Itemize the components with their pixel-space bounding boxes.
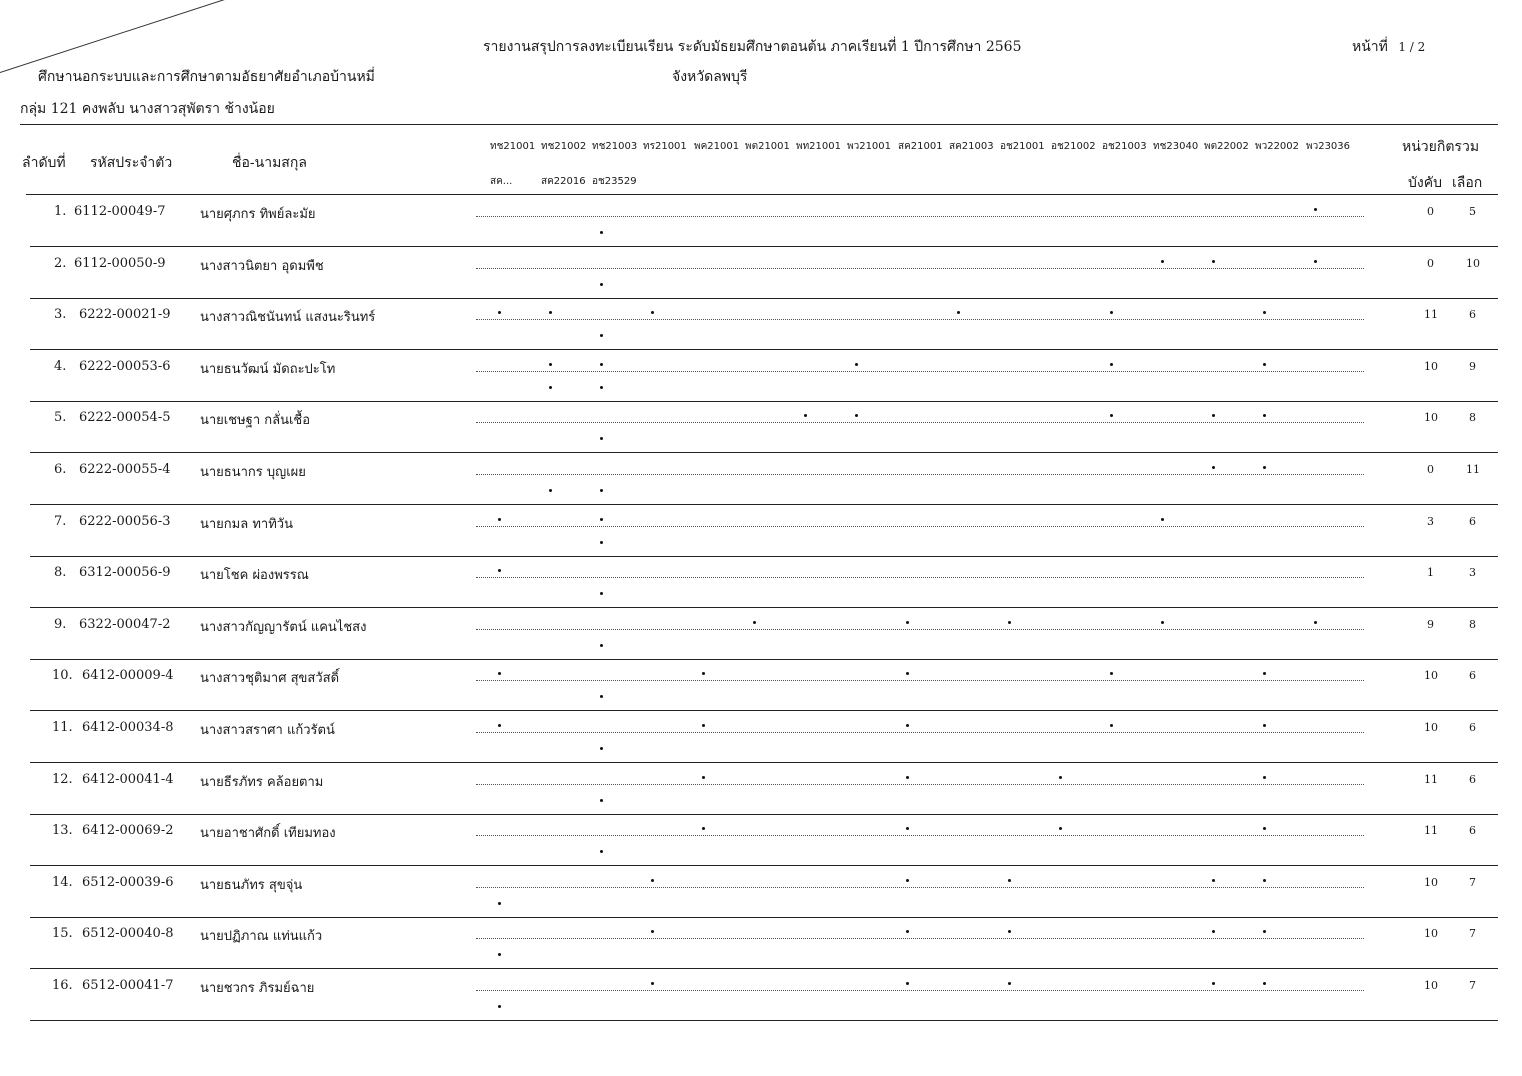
student-name: นางสาวณิชนันทน์ แสงนะรินทร์ <box>200 310 376 326</box>
row-number: 7. <box>54 513 67 529</box>
registration-mark <box>702 827 705 830</box>
registration-mark <box>906 724 909 727</box>
row-number: 2. <box>54 255 67 271</box>
student-name: นายศุภกร ทิพย์ละมัย <box>200 207 316 222</box>
credits-required: 11 <box>1424 308 1438 322</box>
registration-mark <box>702 724 705 727</box>
registration-mark <box>1263 776 1266 779</box>
registration-mark <box>600 363 603 366</box>
registration-mark <box>1314 260 1317 263</box>
row-separator <box>30 968 1498 969</box>
table-top-border <box>20 124 1498 125</box>
subject-dotted-line <box>476 990 1364 991</box>
school-name: ศึกษานอกระบบและการศึกษาตามอัธยาศัยอำเภอบ้านหมี่ <box>38 69 375 85</box>
registration-mark <box>1008 621 1011 624</box>
registration-mark <box>1314 208 1317 211</box>
subject-code: ทช21003 <box>592 141 638 152</box>
group-line: กลุ่ม 121 คงพลับ นางสาวสุพัตรา ช้างน้อย <box>20 101 275 117</box>
credits-required: 10 <box>1424 927 1438 941</box>
row-separator <box>30 710 1498 711</box>
student-id: 6412-00041-4 <box>82 771 174 787</box>
credits-required: 10 <box>1424 669 1438 683</box>
row-separator <box>30 349 1498 350</box>
registration-mark <box>702 672 705 675</box>
student-id: 6222-00021-9 <box>79 307 171 323</box>
student-name: นางสาวกัญญารัตน์ แคนไชสง <box>200 619 367 635</box>
registration-mark <box>498 672 501 675</box>
credits-elective: 10 <box>1466 256 1480 270</box>
subject-dotted-line <box>476 371 1364 372</box>
registration-mark <box>1263 414 1266 417</box>
registration-mark <box>1263 311 1266 314</box>
registration-mark <box>1110 414 1113 417</box>
subject-dotted-line <box>476 680 1364 681</box>
registration-mark <box>1314 621 1317 624</box>
row-number: 1. <box>54 204 67 219</box>
subject-code: พต22002 <box>1204 141 1249 152</box>
student-name: นายธีรภัทร คล้อยตาม <box>200 774 324 790</box>
registration-mark-secondary <box>498 1005 501 1008</box>
student-id: 6512-00040-8 <box>82 926 174 942</box>
registration-mark-secondary <box>600 850 603 853</box>
subject-code: สค21003 <box>949 141 994 152</box>
credits-elective: 6 <box>1469 308 1476 322</box>
header-bottom-border <box>26 194 1498 195</box>
subject-dotted-line <box>476 319 1364 320</box>
row-separator <box>30 1020 1498 1021</box>
credits-required: 10 <box>1424 979 1438 992</box>
subject-dotted-line <box>476 474 1364 475</box>
student-id: 6222-00056-3 <box>79 513 171 529</box>
row-separator <box>30 659 1498 660</box>
student-id: 6322-00047-2 <box>79 616 171 632</box>
subject-code: พค21001 <box>694 141 740 152</box>
row-number: 9. <box>54 616 67 632</box>
row-number: 15. <box>52 926 73 942</box>
row-number: 13. <box>52 823 73 839</box>
registration-mark <box>702 776 705 779</box>
registration-mark <box>1059 776 1062 779</box>
registration-mark <box>1161 621 1164 624</box>
credits-required: 9 <box>1427 617 1434 631</box>
credits-elective: 7 <box>1469 927 1476 941</box>
subject-code: พต21001 <box>745 141 790 152</box>
credits-required: 11 <box>1424 772 1438 786</box>
row-number: 6. <box>54 462 67 477</box>
student-id: 6112-00049-7 <box>74 204 166 219</box>
credits-required: 10 <box>1424 359 1438 373</box>
credits-elective: 11 <box>1466 463 1480 476</box>
registration-mark-secondary <box>600 747 603 750</box>
credits-required: 0 <box>1427 256 1434 270</box>
registration-mark <box>957 311 960 314</box>
subject-code: ทช21002 <box>541 141 587 152</box>
registration-mark <box>1110 311 1113 314</box>
registration-mark <box>855 363 858 366</box>
student-id: 6412-00009-4 <box>82 668 174 684</box>
subject-dotted-line <box>476 887 1364 888</box>
credits-elective: 6 <box>1469 514 1476 528</box>
registration-mark <box>804 414 807 417</box>
subject-dotted-line <box>476 422 1364 423</box>
subject-code: ทช21001 <box>490 141 536 152</box>
credits-required: 10 <box>1424 411 1438 425</box>
registration-mark-secondary <box>498 953 501 956</box>
registration-mark <box>1263 363 1266 366</box>
student-name: นายธนภัทร สุขจุ่น <box>200 877 303 893</box>
registration-mark-secondary <box>600 592 603 595</box>
registration-mark <box>855 414 858 417</box>
registration-mark <box>549 363 552 366</box>
student-id: 6222-00055-4 <box>79 462 171 477</box>
registration-mark <box>1212 930 1215 933</box>
registration-mark <box>1212 982 1215 985</box>
registration-mark-secondary <box>600 283 603 286</box>
row-number: 16. <box>52 978 73 993</box>
registration-mark-secondary <box>600 695 603 698</box>
student-name: นายเชษฐา กลั่นเชื้อ <box>200 413 311 429</box>
subject-dotted-line <box>476 732 1364 733</box>
registration-mark-secondary <box>600 644 603 647</box>
credits-elective: 6 <box>1469 669 1476 683</box>
student-id: 6222-00053-6 <box>79 358 171 374</box>
registration-mark <box>498 724 501 727</box>
page-label <box>1352 36 1425 58</box>
row-separator <box>30 865 1498 866</box>
registration-mark <box>1263 672 1266 675</box>
credits-required: 10 <box>1424 875 1438 889</box>
student-name: นางสาวสราศา แก้วรัตน์ <box>200 723 335 738</box>
student-id: 6412-00069-2 <box>82 823 174 839</box>
registration-mark <box>1212 260 1215 263</box>
row-number: 12. <box>52 771 73 787</box>
student-id: 6512-00039-6 <box>82 874 174 890</box>
credits-elective: 6 <box>1469 721 1476 734</box>
student-name: นายกมล ทาทิวัน <box>200 516 293 532</box>
row-separator <box>30 504 1498 505</box>
credits-elective: 8 <box>1469 411 1476 425</box>
registration-mark <box>906 621 909 624</box>
registration-mark <box>906 930 909 933</box>
registration-mark <box>1161 260 1164 263</box>
registration-mark <box>1263 466 1266 469</box>
student-id: 6412-00034-8 <box>82 720 174 735</box>
subject-code-secondary: สค22016 <box>541 176 586 187</box>
registration-mark <box>906 827 909 830</box>
subject-dotted-line <box>476 216 1364 217</box>
subject-code: พว21001 <box>847 141 892 152</box>
registration-mark <box>1110 363 1113 366</box>
subject-code: พว22002 <box>1255 141 1300 152</box>
credits-required: 10 <box>1424 721 1438 734</box>
registration-mark <box>1008 930 1011 933</box>
row-number: 8. <box>54 565 67 581</box>
credits-required: 0 <box>1427 463 1434 476</box>
student-id: 6312-00056-9 <box>79 565 171 581</box>
subject-dotted-line <box>476 577 1364 578</box>
row-separator <box>30 246 1498 247</box>
registration-mark <box>651 311 654 314</box>
credits-required: 11 <box>1424 824 1438 838</box>
row-separator <box>30 762 1498 763</box>
credits-elective: 3 <box>1469 566 1476 580</box>
registration-mark <box>1263 724 1266 727</box>
subject-dotted-line <box>476 784 1364 785</box>
subject-code-secondary: อช23529 <box>592 176 637 187</box>
row-separator <box>30 917 1498 918</box>
registration-mark-secondary <box>498 902 501 905</box>
student-id: 6222-00054-5 <box>79 410 171 426</box>
credits-elective: 6 <box>1469 824 1476 838</box>
student-name: นายธนวัฒน์ มัดถะปะโท <box>200 361 336 377</box>
registration-mark <box>906 879 909 882</box>
registration-mark-secondary <box>600 334 603 337</box>
row-separator <box>30 814 1498 815</box>
registration-mark <box>1059 827 1062 830</box>
registration-mark <box>1212 879 1215 882</box>
header-elective: เลือก <box>1452 175 1483 191</box>
page-label-text: หน้าที่ <box>1352 39 1388 55</box>
registration-mark <box>1008 982 1011 985</box>
scan-artifact-line <box>0 0 228 73</box>
row-separator <box>30 401 1498 402</box>
header-student-id: รหัสประจำตัว <box>90 155 173 171</box>
registration-mark <box>498 311 501 314</box>
student-name: นายชวกร ภิรมย์ฉาย <box>200 981 315 996</box>
subject-code: อช21001 <box>1000 141 1045 152</box>
credits-elective: 5 <box>1469 205 1476 218</box>
subject-dotted-line <box>476 835 1364 836</box>
registration-mark <box>1263 930 1266 933</box>
registration-mark-secondary <box>600 489 603 492</box>
subject-code: พท21001 <box>796 141 841 152</box>
credits-required: 0 <box>1427 205 1434 218</box>
registration-mark <box>1212 414 1215 417</box>
credits-required: 3 <box>1427 514 1434 528</box>
registration-mark-secondary <box>600 437 603 440</box>
registration-mark <box>1110 672 1113 675</box>
registration-mark-secondary <box>600 231 603 234</box>
row-separator <box>30 298 1498 299</box>
registration-mark-secondary <box>549 489 552 492</box>
registration-mark <box>1263 982 1266 985</box>
row-number: 4. <box>54 358 67 374</box>
registration-mark <box>1008 879 1011 882</box>
student-name: นายปฏิภาณ แท่นแก้ว <box>200 929 323 945</box>
row-number: 14. <box>52 874 73 890</box>
registration-mark <box>1110 724 1113 727</box>
registration-mark <box>906 776 909 779</box>
registration-mark <box>498 518 501 521</box>
registration-mark <box>600 518 603 521</box>
row-number: 11. <box>52 720 73 735</box>
student-name: นายโชค ผ่องพรรณ <box>200 568 309 584</box>
registration-mark-secondary <box>600 386 603 389</box>
row-separator <box>30 452 1498 453</box>
student-name: นายธนากร บุญเผย <box>200 465 306 480</box>
subject-code: พว23036 <box>1306 141 1351 152</box>
page-number: 1 / 2 <box>1398 40 1426 54</box>
subject-dotted-line <box>476 526 1364 527</box>
student-name: นางสาวนิตยา อุดมพืช <box>200 258 324 274</box>
subject-dotted-line <box>476 268 1364 269</box>
credits-elective: 7 <box>1469 979 1476 992</box>
registration-mark <box>1263 827 1266 830</box>
registration-mark <box>498 569 501 572</box>
subject-code: อช21002 <box>1051 141 1096 152</box>
row-number: 3. <box>54 307 67 323</box>
registration-mark <box>651 930 654 933</box>
subject-dotted-line <box>476 938 1364 939</box>
student-id: 6512-00041-7 <box>82 978 174 993</box>
header-no: ลำดับที่ <box>22 155 66 171</box>
subject-code: สค21001 <box>898 141 943 152</box>
subject-code-secondary: สค... <box>490 176 513 187</box>
credits-required: 1 <box>1427 566 1434 580</box>
header-required: บังคับ <box>1408 175 1442 191</box>
row-number: 5. <box>54 410 67 426</box>
registration-mark <box>1161 518 1164 521</box>
registration-mark <box>549 311 552 314</box>
registration-mark <box>906 982 909 985</box>
header-name: ชื่อ-นามสกุล <box>232 155 307 171</box>
row-separator <box>30 556 1498 557</box>
student-name: นายอาชาศักดิ์ เทียมทอง <box>200 826 336 842</box>
row-separator <box>30 607 1498 608</box>
row-number: 10. <box>52 668 73 684</box>
student-id: 6112-00050-9 <box>74 255 166 271</box>
registration-mark <box>651 879 654 882</box>
credits-elective: 8 <box>1469 617 1476 631</box>
subject-dotted-line <box>476 629 1364 630</box>
subject-code: ทร21001 <box>643 141 687 152</box>
credits-elective: 7 <box>1469 875 1476 889</box>
subject-code: อช21003 <box>1102 141 1147 152</box>
registration-mark-secondary <box>600 799 603 802</box>
province-label: จังหวัดลพบุรี <box>672 69 748 85</box>
header-credits: หน่วยกิตรวม <box>1402 139 1480 155</box>
registration-mark <box>651 982 654 985</box>
registration-mark-secondary <box>549 386 552 389</box>
registration-mark-secondary <box>600 541 603 544</box>
report-title: รายงานสรุปการลงทะเบียนเรียน ระดับมัธยมศึกษาตอนต้น ภาคเรียนที่ 1 ปีการศึกษา 2565 <box>483 39 1022 55</box>
registration-mark <box>1212 466 1215 469</box>
credits-elective: 9 <box>1469 359 1476 373</box>
registration-mark <box>906 672 909 675</box>
student-name: นางสาวชุติมาศ สุขสวัสดิ์ <box>200 671 340 687</box>
registration-mark <box>753 621 756 624</box>
registration-mark <box>1263 879 1266 882</box>
credits-elective: 6 <box>1469 772 1476 786</box>
subject-code: ทช23040 <box>1153 141 1199 152</box>
